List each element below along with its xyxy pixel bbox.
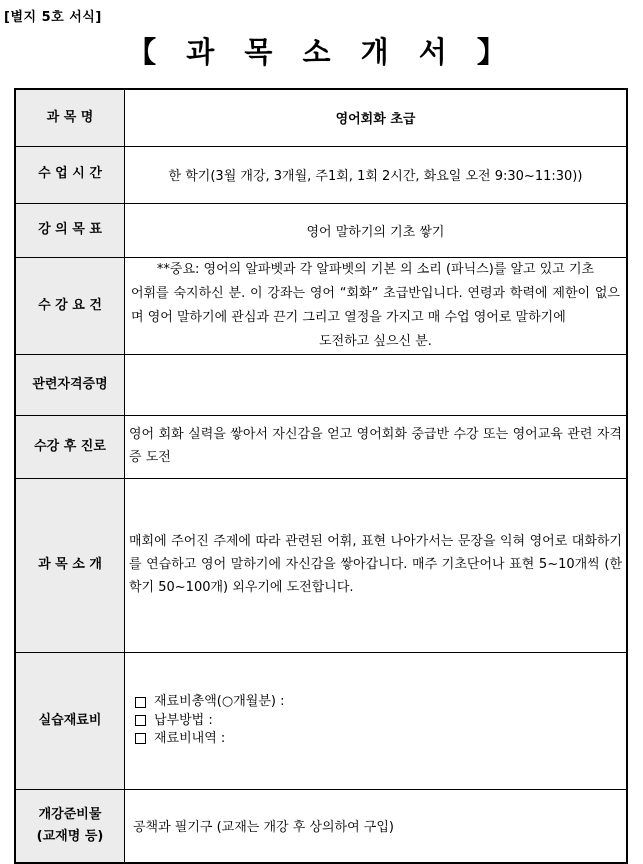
form-number-tag: [별지 5호 서식] [4,10,102,25]
row-requirements [15,257,627,354]
row-career [15,415,627,478]
checkbox-icon [135,697,146,708]
label-intro: 과 목 소 개 [15,478,125,652]
materials-total-label: 재료비총액(○개월분) : [154,694,285,710]
row-class-time [15,146,627,203]
page-title: 【 과 목 소 개 서 】 [127,35,516,69]
value-requirements [125,257,628,354]
value-prep: 공책과 필기구 (교재는 개강 후 상의하여 구입) [125,789,628,863]
row-intro [15,478,627,652]
row-materials [15,652,627,789]
course-intro-table [14,88,628,864]
materials-payment-label: 납부방법 : [154,712,213,728]
materials-total [135,693,626,711]
label-requirements: 수 강 요 건 [15,257,125,354]
label-objective: 강 의 목 표 [15,203,125,257]
value-course-name: 영어회화 초급 [125,89,628,146]
value-class-time: 한 학기(3월 개강, 3개월, 주1회, 1회 2시간, 화요일 오전 9:30~11:30)) [125,146,628,203]
row-prep [15,789,627,863]
materials-detail-label: 재료비내역 : [154,730,226,746]
value-career: 영어 회화 실력을 쌓아서 자신감을 얻고 영어회화 중급반 수강 또는 영어교육 관련 자격증 도전 [125,415,628,478]
label-certificate: 관련자격증명 [15,354,125,415]
checkbox-icon [135,715,146,726]
value-objective: 영어 말하기의 기초 쌓기 [125,203,628,257]
requirements-line-3: 없으며 영어 말하기에 관심과 끈기 그리고 열정을 가지고 매 수업 영어로 말하기에 [131,285,620,325]
row-certificate [15,354,627,415]
label-career: 수강 후 진로 [15,415,125,478]
row-objective [15,203,627,257]
requirements-line-4: 도전하고 싶으신 분. [319,333,432,349]
value-materials [125,652,628,789]
materials-payment [135,712,626,730]
label-prep-line-2: (교재명 등) [36,828,104,844]
label-course-name: 과 목 명 [15,89,125,146]
materials-detail [135,730,626,748]
label-prep [15,789,125,863]
label-materials: 실습재료비 [15,652,125,789]
value-intro: 매회에 주어진 주제에 따라 관련된 어휘, 표현 나아가서는 문장을 익혀 영어로 대화하기를 연습하고 영어 말하기에 자신감을 쌓아갑니다. 매주 기초단어나 표현 5~10개씩 (한학기 50~100개) 외우기에 도전합니다. [125,478,628,652]
checkbox-icon [135,733,146,744]
requirements-line-2: 어휘를 숙지하신 분. 이 강좌는 영어 “회화” 초급반입니다. 연령과 학력에 제한이 [131,285,591,301]
label-class-time: 수 업 시 간 [15,146,125,203]
value-certificate [125,354,628,415]
label-prep-line-1: 개강준비물 [38,806,102,822]
row-course-name [15,89,627,146]
requirements-line-1: **중요: 영어의 알파벳과 각 알파벳의 기본 의 소리 (파닉스)를 알고 있고 기초 [156,261,595,277]
